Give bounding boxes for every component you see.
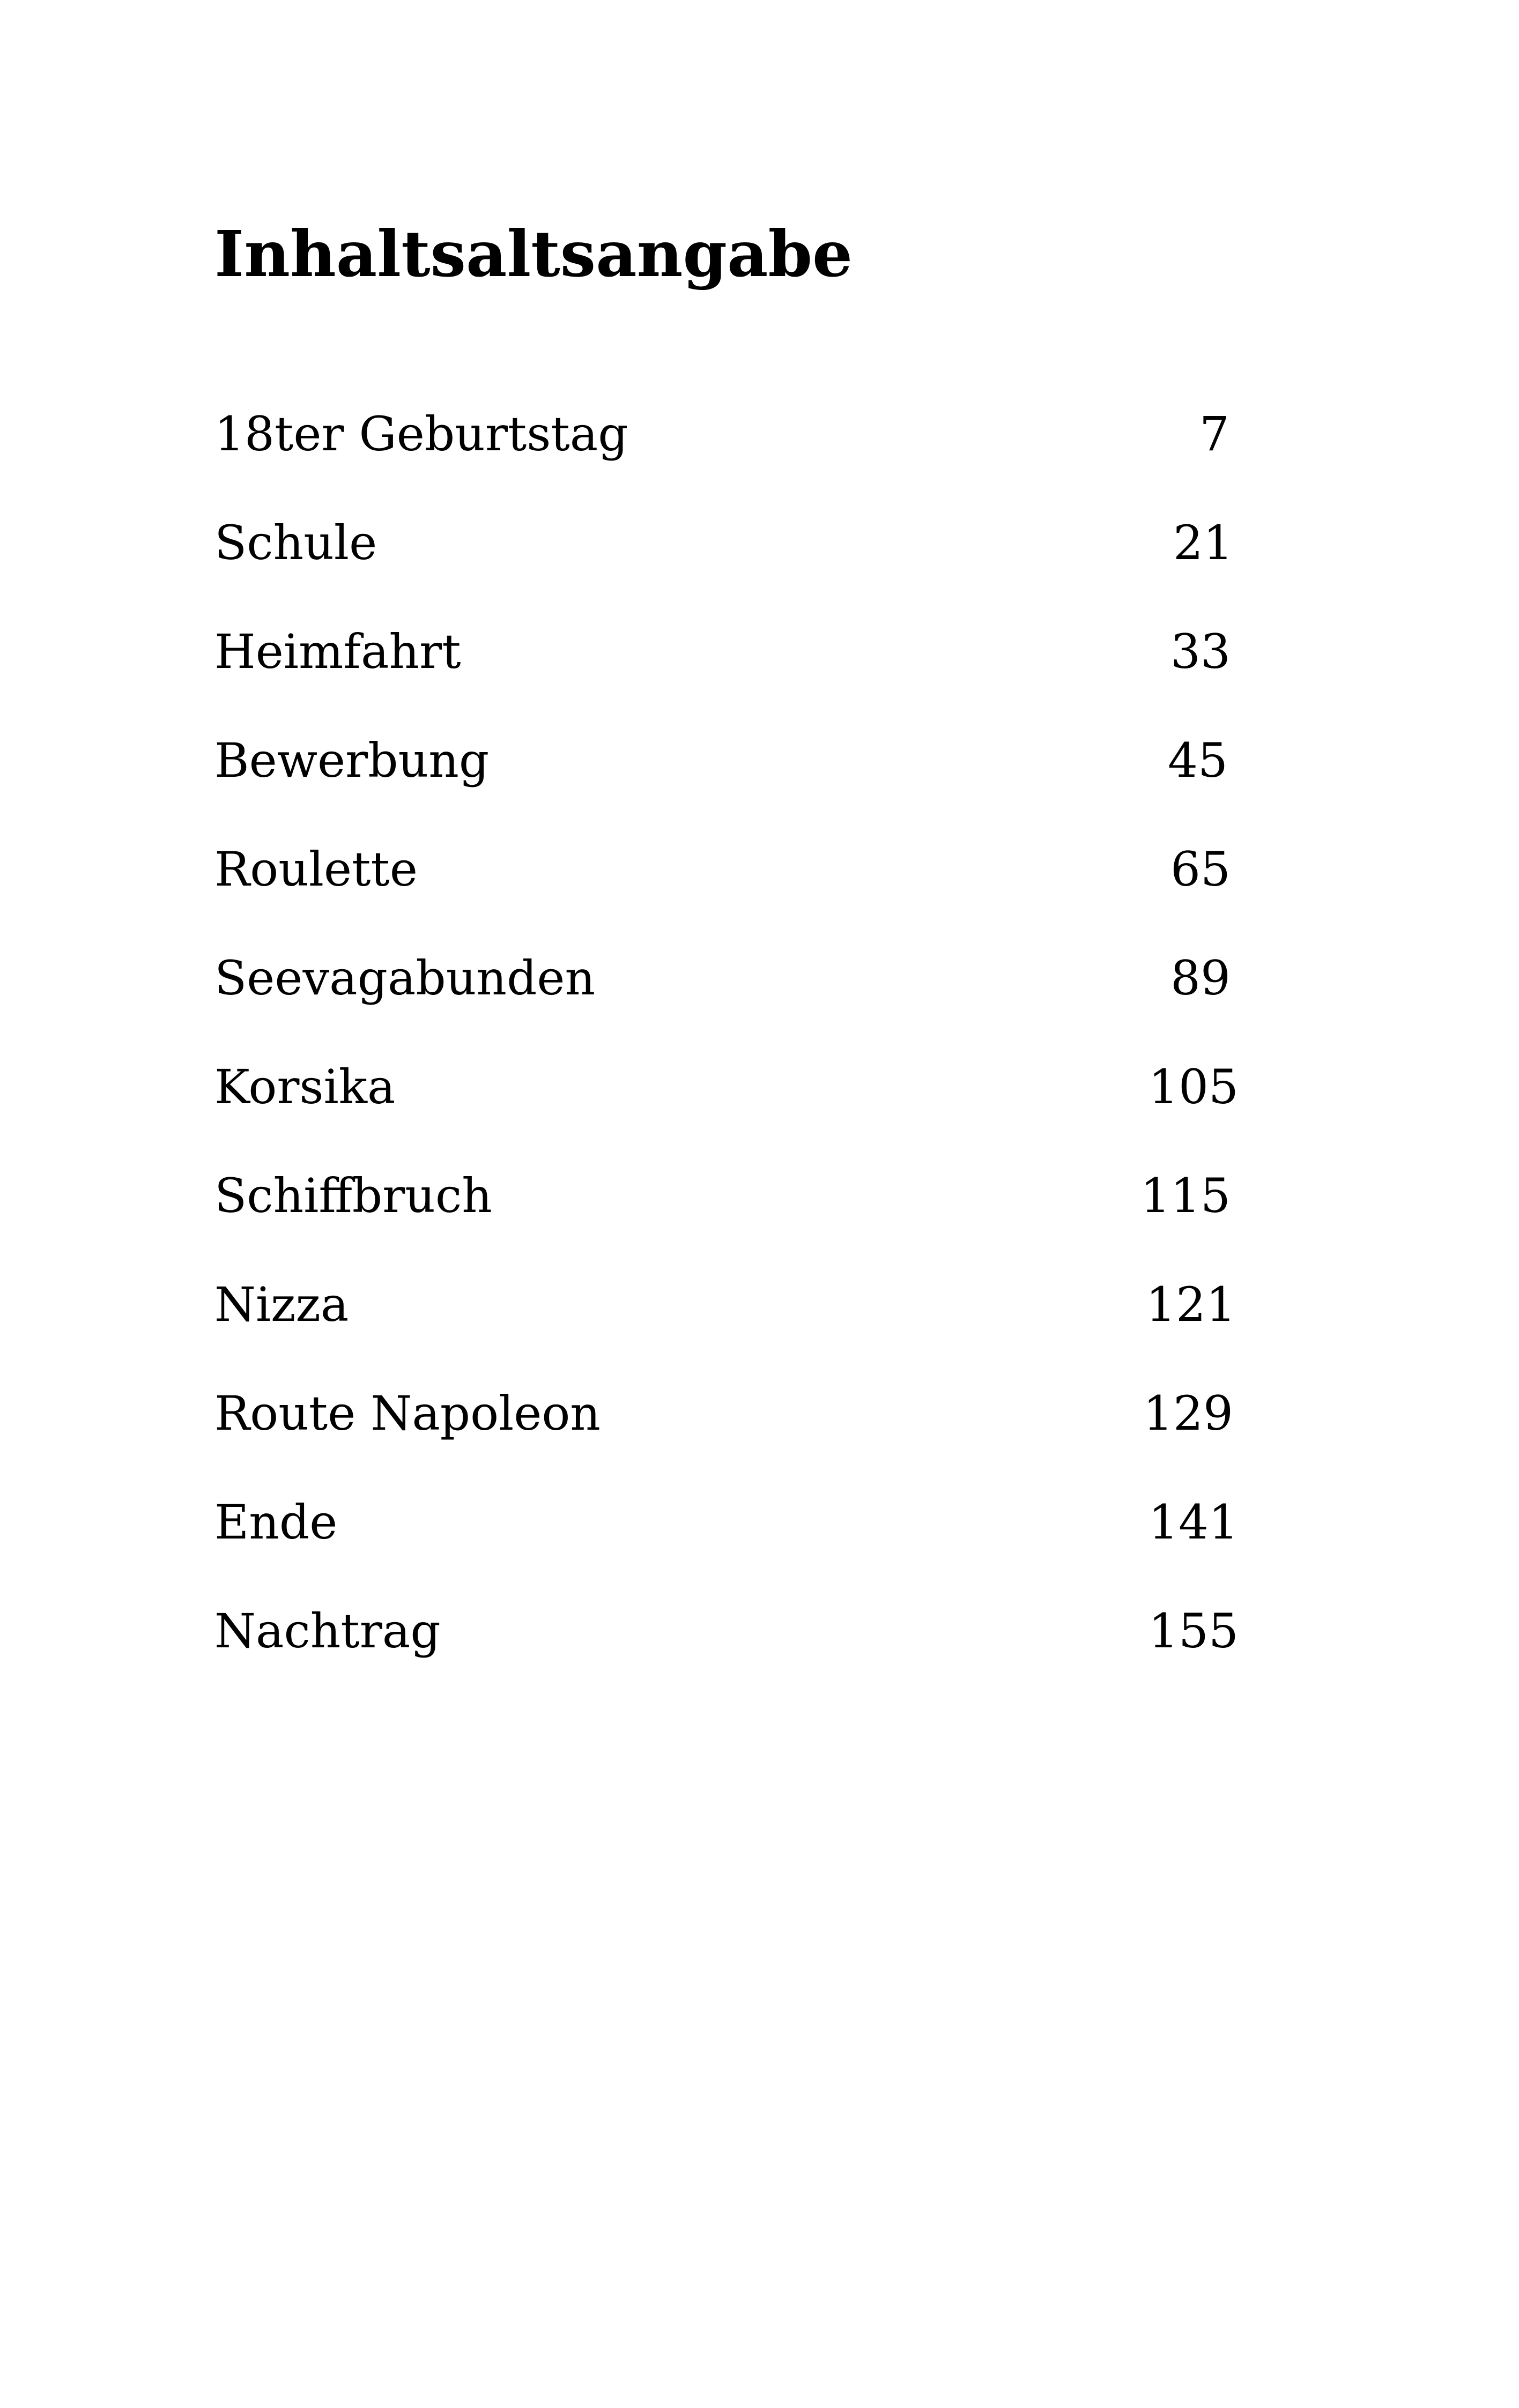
- toc-entry-page: 21: [1173, 515, 1233, 570]
- toc-entry: [214, 950, 1231, 1060]
- page-title: Inhaltsaltsangabe: [214, 217, 853, 291]
- toc-entry-page: 105: [1148, 1059, 1239, 1114]
- toc-entry-page: 7: [1199, 406, 1229, 462]
- toc-entry-page: 155: [1148, 1603, 1239, 1659]
- table-of-contents: [214, 406, 1239, 1713]
- toc-entry-page: 129: [1143, 1386, 1233, 1441]
- toc-entry: [214, 1386, 1233, 1496]
- toc-entry-label: Route Napoleon: [214, 1386, 601, 1441]
- toc-entry-label: Korsika: [214, 1059, 396, 1114]
- toc-entry-label: Schule: [214, 515, 377, 570]
- toc-entry: [214, 734, 1228, 843]
- toc-entry: [214, 842, 1231, 952]
- toc-entry: [214, 1168, 1231, 1278]
- toc-entry-label: 18ter Geburtstag: [214, 406, 628, 462]
- toc-entry-label: Roulette: [214, 842, 418, 897]
- toc-entry: [214, 1603, 1239, 1713]
- toc-entry-page: 115: [1140, 1168, 1231, 1223]
- toc-entry-label: Heimfahrt: [214, 624, 461, 679]
- toc-entry-label: Bewerbung: [214, 733, 490, 788]
- toc-entry-page: 89: [1170, 950, 1231, 1006]
- toc-entry: [214, 515, 1233, 625]
- toc-entry-label: Nizza: [214, 1277, 349, 1332]
- toc-entry: [214, 1059, 1239, 1169]
- toc-entry: [214, 624, 1231, 734]
- toc-entry-label: Seevagabunden: [214, 950, 596, 1006]
- toc-entry-label: Ende: [214, 1495, 338, 1550]
- toc-entry: [214, 1495, 1239, 1604]
- toc-entry-page: 141: [1148, 1495, 1239, 1550]
- toc-entry: [214, 1277, 1236, 1387]
- toc-entry-label: Schiffbruch: [214, 1168, 492, 1223]
- toc-entry-page: 45: [1168, 733, 1228, 788]
- toc-entry-label: Nachtrag: [214, 1603, 441, 1659]
- toc-entry-page: 121: [1146, 1277, 1236, 1332]
- toc-entry: [214, 407, 1228, 516]
- toc-entry-page: 65: [1170, 842, 1231, 897]
- toc-entry-page: 33: [1170, 624, 1231, 679]
